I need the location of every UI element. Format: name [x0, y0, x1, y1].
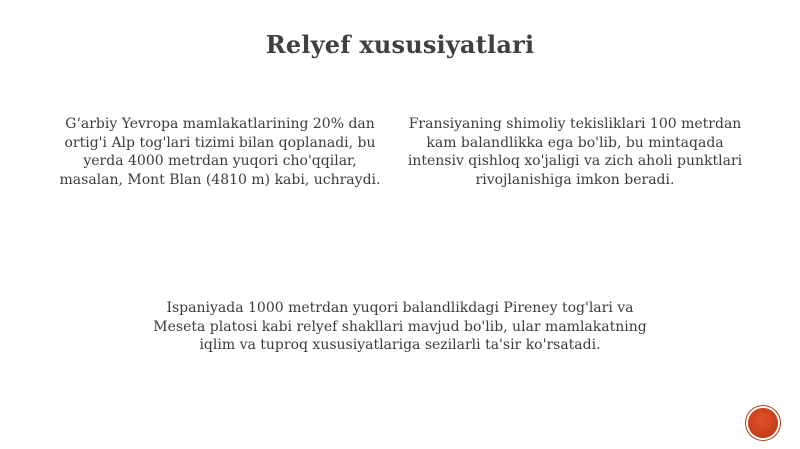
- slide-title: Relyef xususiyatlari: [265, 30, 535, 59]
- text-block-france-plains: Fransiyaning shimoliy tekisliklari 100 metrdan kam balandlikka ega bo'lib, bu mintaqada intensiv qishloq xo'jaligi va zich aholi punktlari rivojlanishiga imkon beradi.: [407, 116, 743, 188]
- next-slide-circle-icon[interactable]: [748, 408, 778, 438]
- text-block-spain: Ispaniyada 1000 metrdan yuqori balandlikdagi Pireney tog'lari va Meseta platosi kabi relyef shakllari mavjud bo'lib, ular mamlakatning iqlim va tuproq xususiyatlariga sezilarli ta'sir ko'rsatadi.: [153, 300, 647, 353]
- text-block-alps: G‘arbiy Yevropa mamlakatlarining 20% dan ortig'i Alp tog'lari tizimi bilan qoplanadi, bu yerda 4000 metrdan yuqori cho'qqilar, masalan, Mont Blan (4810 m) kabi, uchraydi.: [59, 116, 381, 188]
